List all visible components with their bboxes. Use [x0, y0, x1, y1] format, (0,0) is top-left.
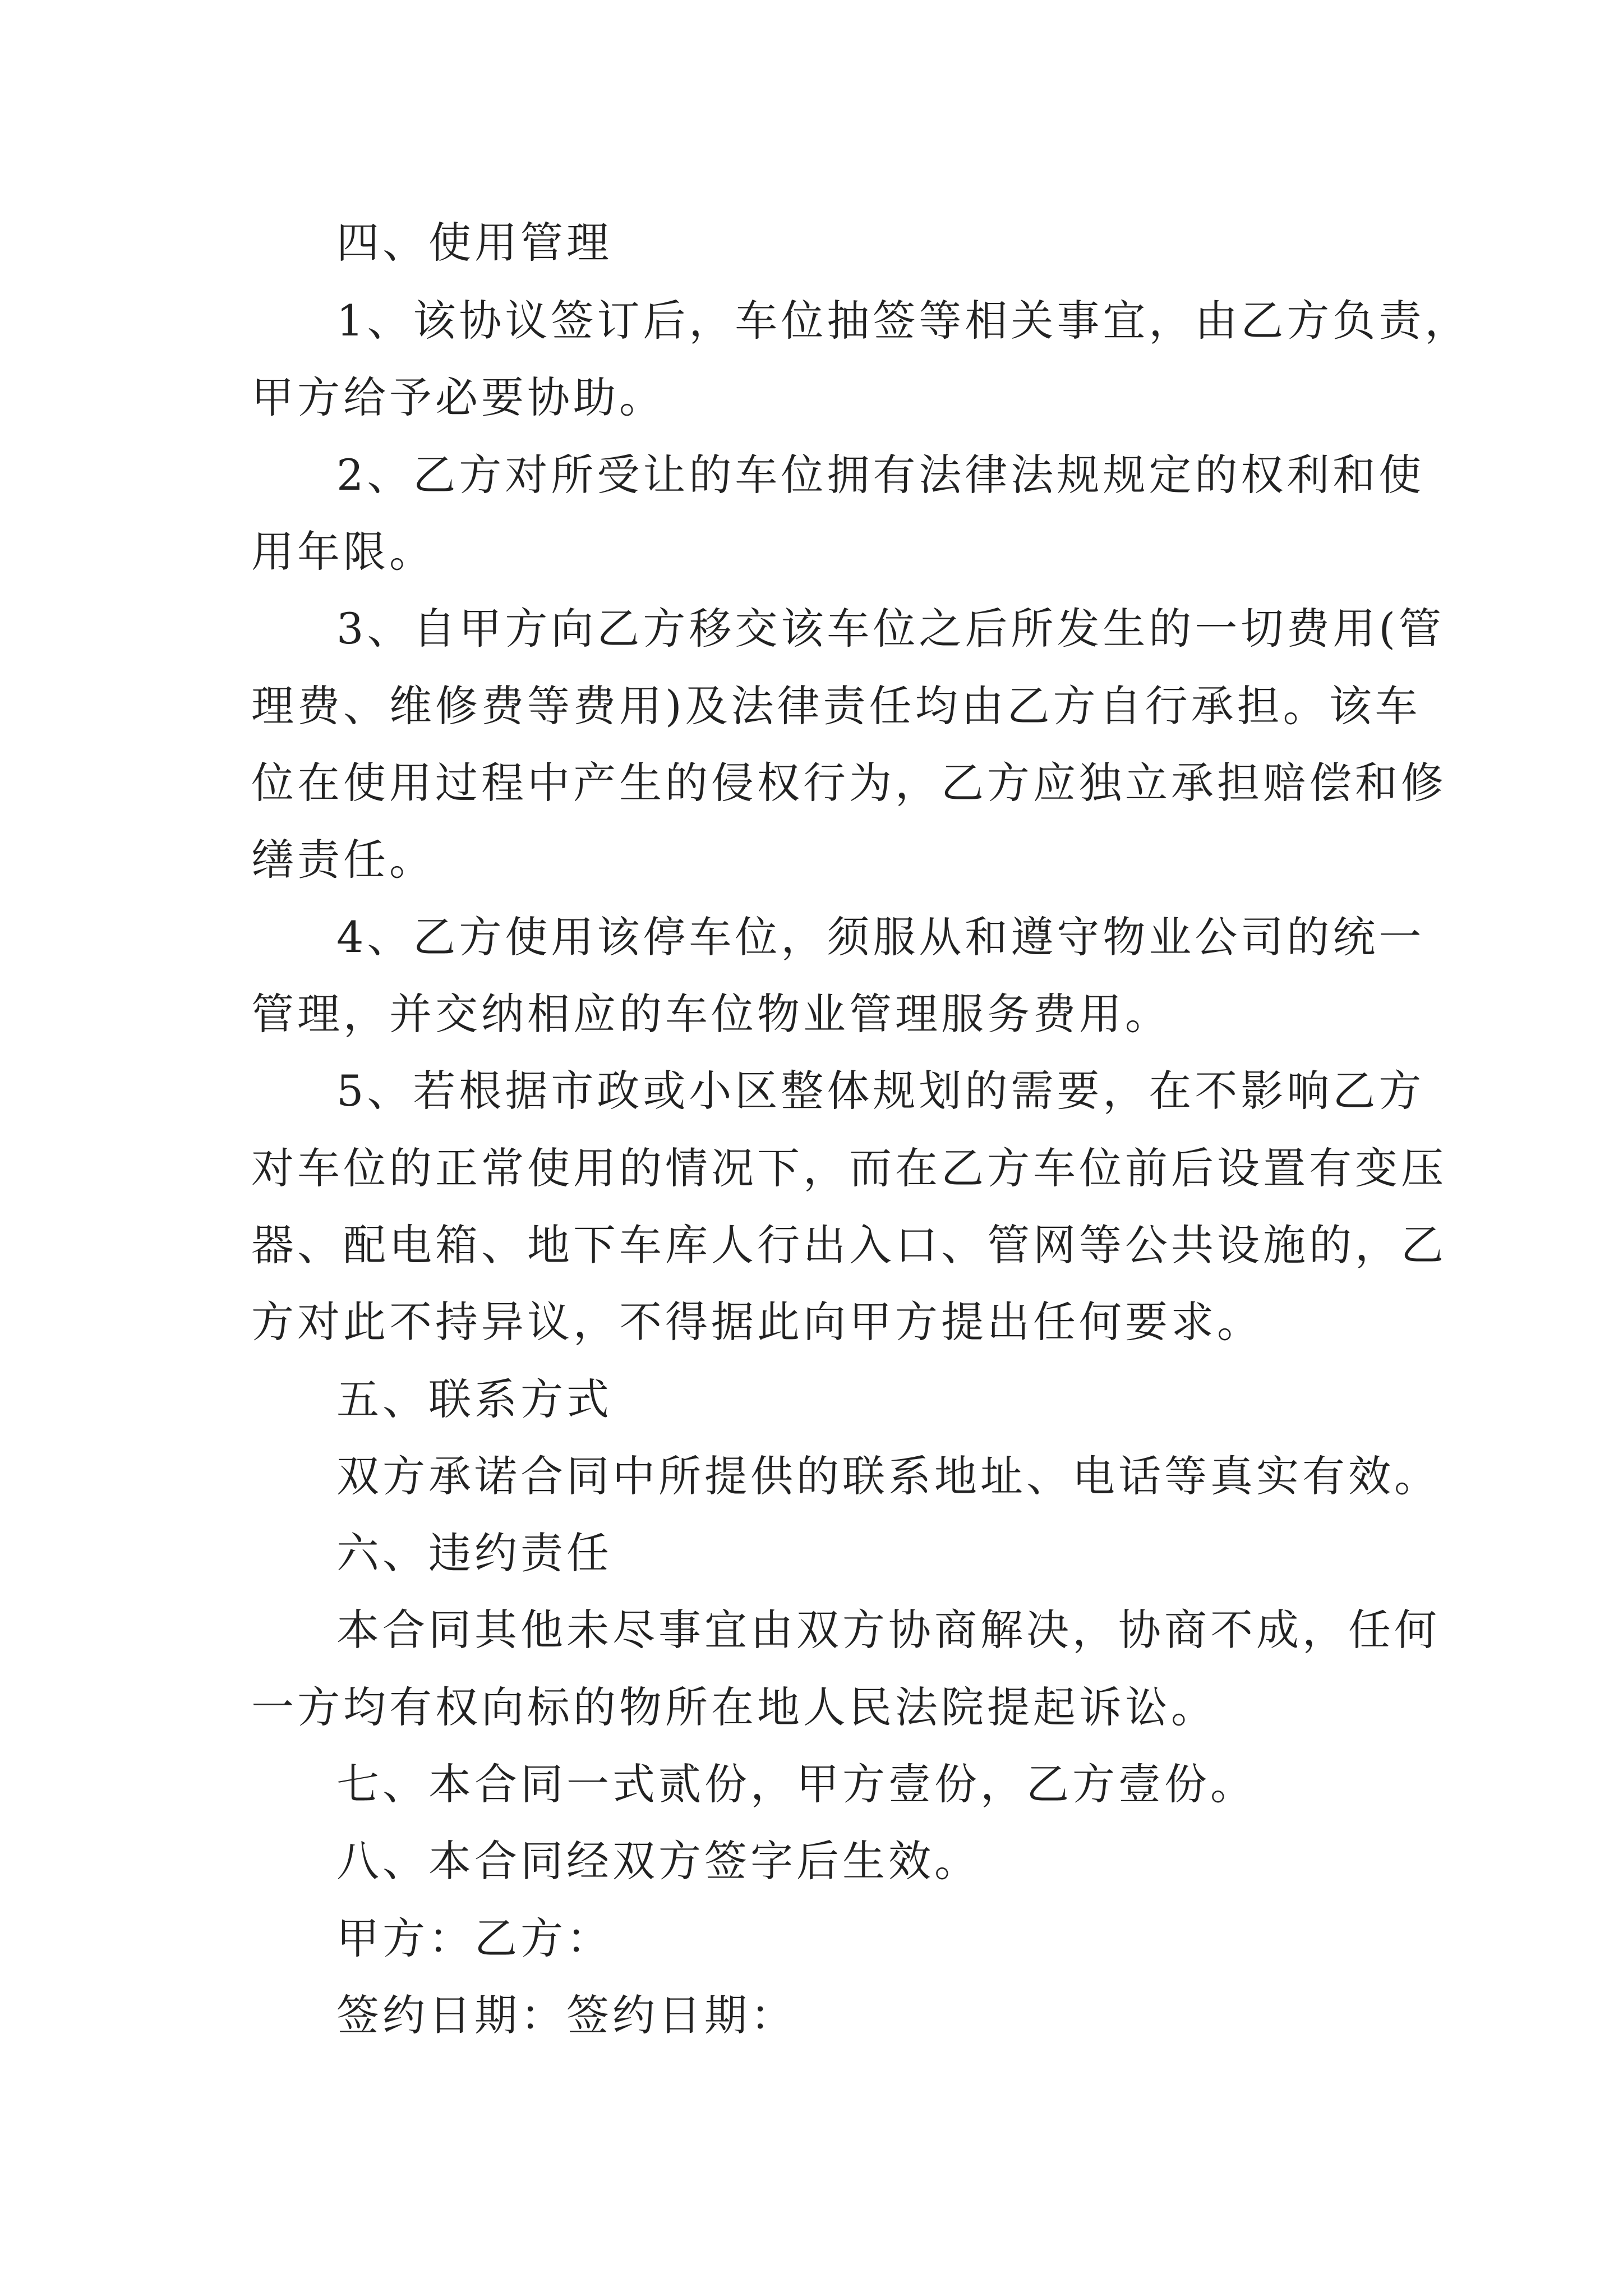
parties-signature-line: 甲方：乙方： — [336, 1913, 612, 1963]
clause-3-line-2: 理费、维修费等费用)及法律责任均由乙方自行承担。该车 — [251, 681, 1421, 731]
section-heading-liability: 六、违约责任 — [336, 1528, 612, 1578]
section-heading-contact: 五、联系方式 — [336, 1374, 612, 1424]
clause-4-line-1: 4、乙方使用该停车位，须服从和遵守物业公司的统一 — [336, 912, 1425, 962]
clause-5-line-1: 5、若根据市政或小区整体规划的需要，在不影响乙方 — [336, 1066, 1425, 1116]
effective-clause: 八、本合同经双方签字后生效。 — [336, 1836, 980, 1886]
clause-2-line-2: 用年限。 — [251, 527, 435, 577]
liability-line-1: 本合同其他未尽事宜由双方协商解决，协商不成，任何 — [336, 1605, 1440, 1655]
signing-date-line: 签约日期：签约日期： — [336, 1990, 796, 2040]
clause-3-line-1: 3、自甲方向乙方移交该车位之后所发生的一切费用(管 — [336, 604, 1445, 654]
liability-line-2: 一方均有权向标的物所在地人民法院提起诉讼。 — [251, 1682, 1217, 1732]
clause-3-line-3: 位在使用过程中产生的侵权行为，乙方应独立承担赔偿和修 — [251, 758, 1447, 808]
clause-5-line-4: 方对此不持异议，不得据此向甲方提出任何要求。 — [251, 1297, 1263, 1347]
clause-5-line-3: 器、配电箱、地下车库人行出入口、管网等公共设施的，乙 — [251, 1220, 1447, 1270]
clause-2-line-1: 2、乙方对所受让的车位拥有法律法规规定的权利和使 — [336, 450, 1425, 500]
contact-statement: 双方承诺合同中所提供的联系地址、电话等真实有效。 — [336, 1451, 1440, 1501]
clause-5-line-2: 对车位的正常使用的情况下，而在乙方车位前后设置有变压 — [251, 1143, 1447, 1193]
section-heading-usage-management: 四、使用管理 — [336, 218, 612, 268]
clause-3-line-4: 缮责任。 — [251, 835, 435, 885]
clause-4-line-2: 管理，并交纳相应的车位物业管理服务费用。 — [251, 989, 1171, 1039]
copies-clause: 七、本合同一式贰份，甲方壹份，乙方壹份。 — [336, 1759, 1256, 1809]
clause-1-line-2: 甲方给予必要协助。 — [251, 372, 665, 422]
clause-1-line-1: 1、该协议签订后，车位抽签等相关事宜，由乙方负责， — [336, 296, 1471, 346]
